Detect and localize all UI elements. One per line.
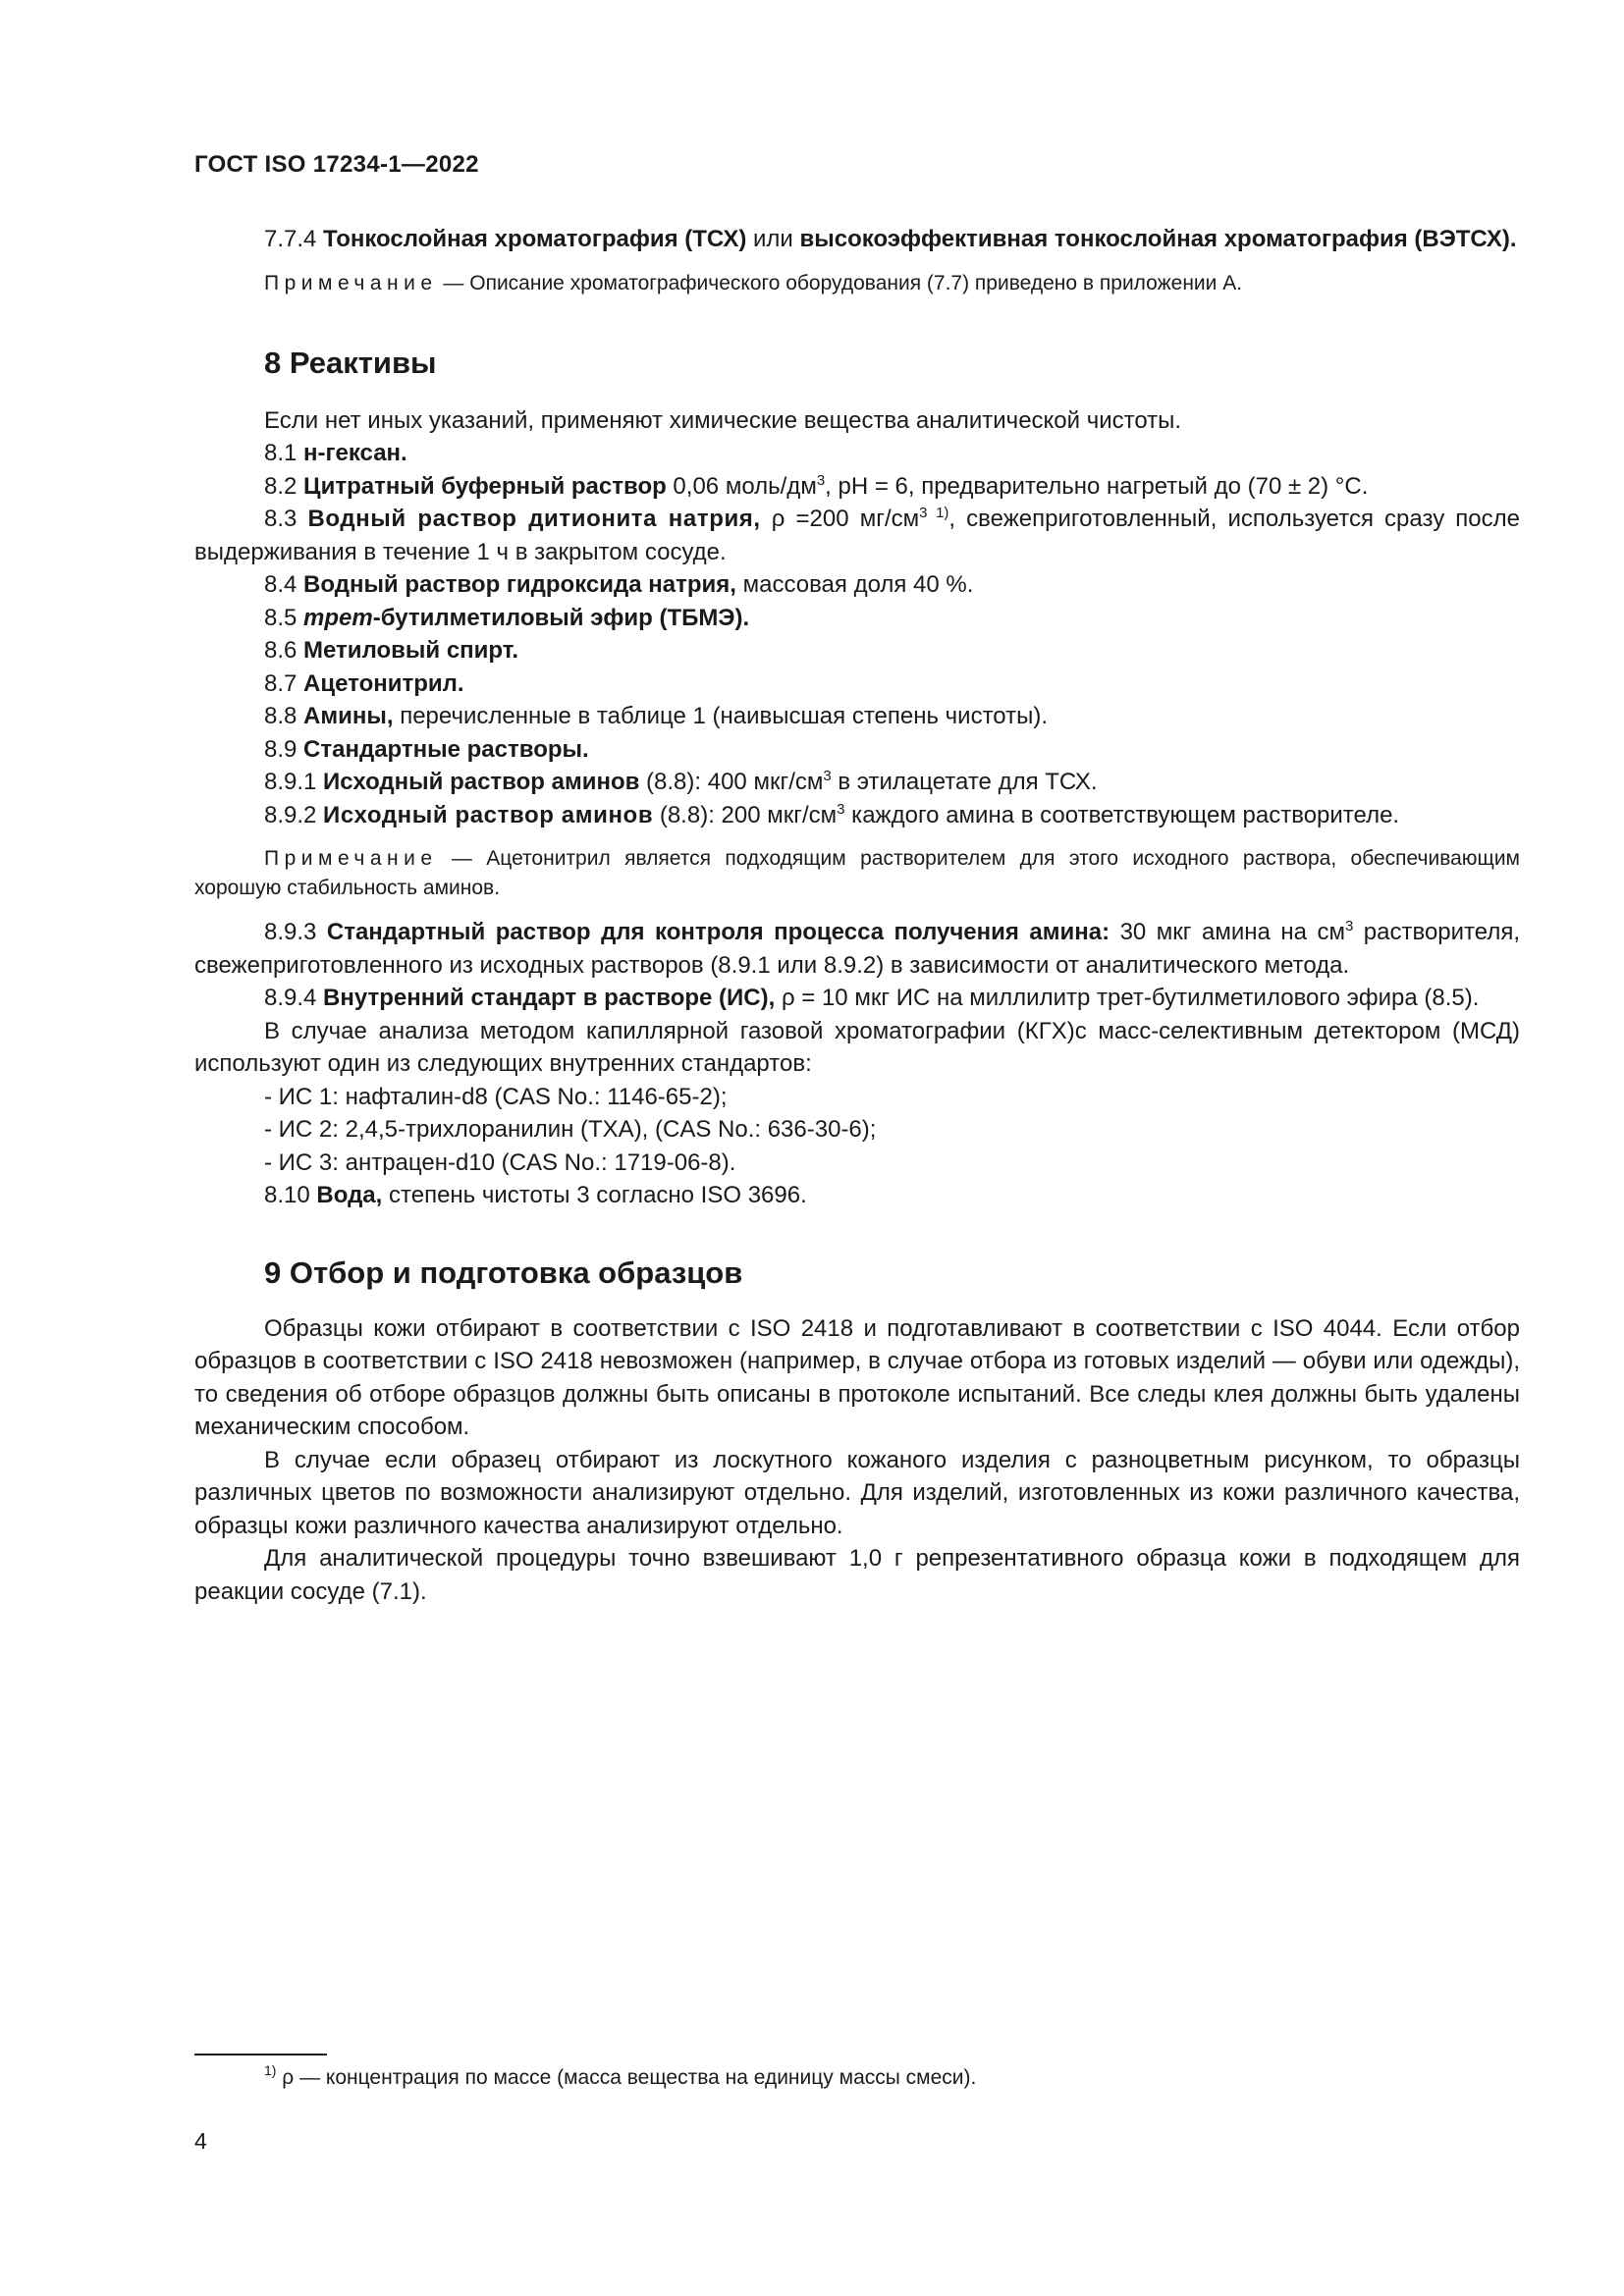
clause-8-9-4: 8.9.4 Внутренний стандарт в растворе (ИС), ρ = 10 мкг ИС на миллилитр трет-бутилметилового эфира (8.5). [264, 985, 1480, 1011]
section-9-paragraph-3: Для аналитической процедуры точно взвешивают 1,0 г репрезентативного образца кожи в подходящем для реакции сосуде (7.1). [194, 1545, 1520, 1605]
clause-8-2: 8.2 Цитратный буферный раствор 0,06 моль/$дм^3$, pH = 6, предварительно нагретый до (70 ± 2) °С. [264, 471, 1369, 500]
note-chromatography-equipment: Примечание — Описание хроматографического оборудования (7.7) приведено в приложении А. [264, 271, 1243, 294]
clause-8-1: 8.1 н-гексан. [264, 440, 407, 466]
document-header: ГОСТ ISO 17234-1—2022 [194, 151, 479, 178]
section-9-paragraph-2: В случае если образец отбирают из лоскутного кожаного изделия с разноцветным рисунком, то образцы различных цветов по возможности анализируют отдельно. Для изделий, изготовленных из кожи различного качества, образцы кожи различного качества анализируют отдельно. [194, 1446, 1520, 1539]
clause-8-6: 8.6 Метиловый спирт. [264, 637, 519, 664]
clause-8-7: 8.7 Ацетонитрил. [264, 669, 464, 697]
list-item: - ИС 1: нафталин-d8 (CAS No.: 1146-65-2); [264, 1083, 728, 1110]
clause-8-4: 8.4 Водный раствор гидроксида натрия, массовая доля 40 %. [264, 571, 974, 598]
list-item: - ИС 3: антрацен-d10 (CAS No.: 1719-06-8). [264, 1148, 736, 1176]
section-8-intro: Если нет иных указаний, применяют химические вещества аналитической чистоты. [264, 406, 1182, 434]
clause-8-9: 8.9 Стандартные растворы. [264, 735, 589, 763]
footnote-divider [194, 2054, 327, 2056]
clause-8-9-2: 8.9.2 Исходный раствор аминов (8.8): 200 мкг/$см^3$ каждого амина в соответствующем растворителе. [264, 800, 1400, 828]
clause-8-9-3: 8.9.3 Стандартный раствор для контроля процесса получения амина: 30 мкг амина на $см^3$ растворителя, свежеприготовленного из исходных растворов (8.9.1 или 8.9.2) в зависимости от аналитического метода. [194, 918, 1520, 979]
clause-8-3: 8.3 Водный раствор дитионита натрия, ρ =200 $мг/см^{3 1)}$, свежеприготовленный, используется сразу после выдерживания в течение 1 ч в закрытом сосуде. [194, 505, 1521, 565]
section-9-paragraph-1: Образцы кожи отбирают в соответствии с ISO 2418 и подготавливают в соответствии с ISO 4044. Если отбор образцов в соответствии с ISO 2418 невозможен (например, в случае отбора из готовых изделий — обуви или одежды), то сведения об отборе образцов должны быть описаны в протоколе испытаний. Все следы клея должны быть удалены механическим способом. [194, 1314, 1520, 1440]
clause-8-10: 8.10 Вода, степень чистоты 3 согласно ISO 3696. [264, 1182, 807, 1208]
clause-8-8: 8.8 Амины, перечисленные в таблице 1 (наивысшая степень чистоты). [264, 703, 1049, 729]
clause-8-5: 8.5 трет-бутилметиловый эфир (ТБМЭ). [264, 604, 750, 631]
section-8-heading: 8 Реактивы [264, 345, 437, 380]
clause-8-9-4-continued: В случае анализа методом капиллярной газовой хроматографии (КГХ)с масс-селективным детектором (МСД) используют один из следующих внутренних стандартов: [194, 1017, 1520, 1077]
document-body [194, 223, 1520, 1608]
list-item: - ИС 2: 2,4,5-трихлоранилин (ТХА), (CAS No.: 636-30-6); [264, 1116, 877, 1143]
page-number: 4 [194, 2128, 207, 2154]
clause-8-9-1: 8.9.1 Исходный раствор аминов (8.8): 400 мкг/$см^3$ в этилацетате для ТСХ. [264, 768, 1098, 795]
footnote: $^{1)}$ ρ — концентрация по массе (масса вещества на единицу массы смеси). [264, 2062, 977, 2089]
clause-7-7-4: 7.7.4 Тонкослойная хроматография (ТСХ) или высокоэффективная тонкослойная хроматография (ВЭТСХ). [264, 226, 1517, 252]
note-acetonitrile: Примечание — Ацетонитрил является подходящим растворителем для этого исходного раствора, обеспечивающим хорошую стабильность аминов. [194, 847, 1520, 899]
section-9-heading: 9 Отбор и подготовка образцов [264, 1255, 743, 1290]
